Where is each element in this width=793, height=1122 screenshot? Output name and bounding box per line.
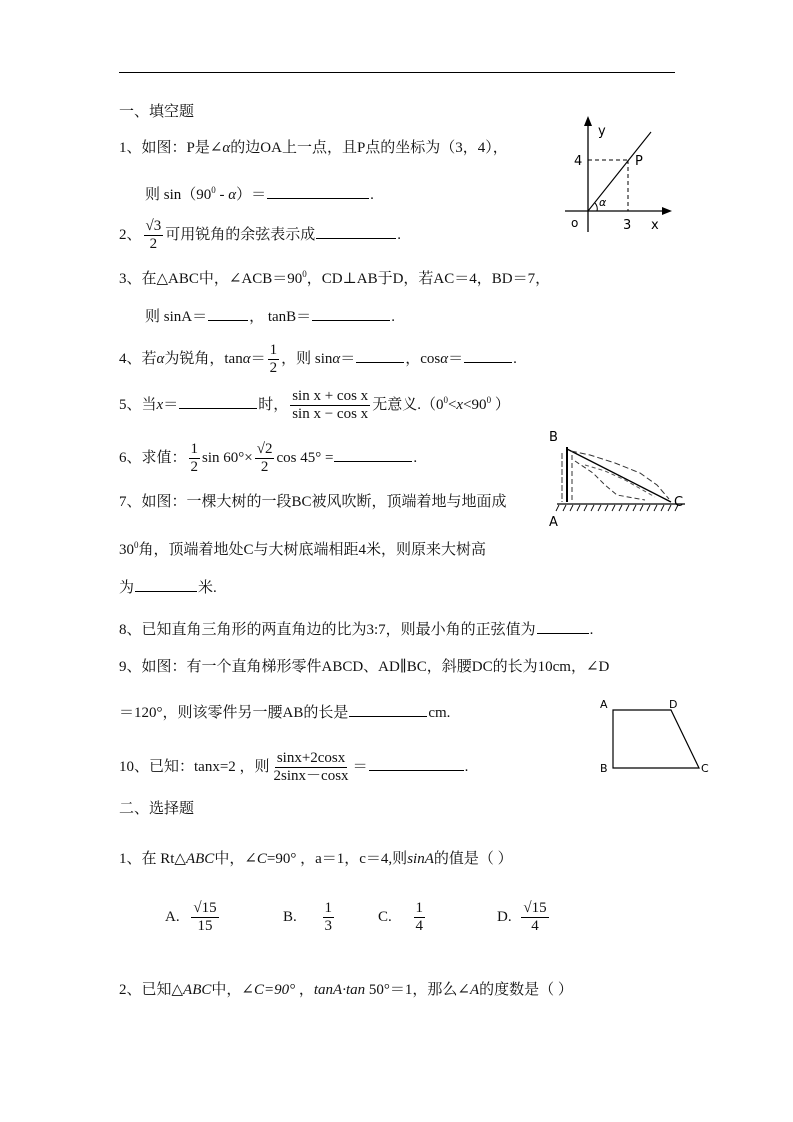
branch-outline [575,461,645,500]
c-label: C [701,762,709,775]
x-label: x [651,218,659,233]
choice-b[interactable]: B. $\frac{1}{3}$ [283,900,333,934]
answer-blank-1[interactable] [267,183,369,199]
mc-question-1: 1、在 Rt△ABC中，∠C=90° ，a＝1，c＝4,则sinA的值是（ ） [119,851,513,867]
ray-oa [588,132,651,211]
section1-title: 一、填空题 [119,104,195,120]
question-6: 6、求值： $\frac{1}{2}$ sin 60°× $\frac{√2}{2}$ cos 45° = . [119,441,418,475]
p-label: P [635,154,643,169]
fraction: $\frac{1}{4}$ [415,900,424,934]
question-2: 2、 $\frac{√3}{2}$ 可用锐角的余弦表示成 . [119,218,402,252]
answer-blank-9[interactable] [349,701,427,717]
y-label: y [598,124,606,139]
d-label: D [669,698,678,711]
fraction: $\frac{√15}{4}$ [523,900,547,934]
question-7-line1: 7、如图：一棵大树的一段BC被风吹断，顶端着地与地面成 [119,494,507,510]
question-10: 10、已知：tanx=2 ，则 $\frac{\sin x+2\cos x}{2\sin x-\cos x}$ ＝ . [119,750,469,784]
coordinate-figure [555,112,680,237]
y-axis-arrow [584,116,592,126]
fraction: $\frac{√3}{2}$ [145,218,162,252]
branch-outline [585,465,655,497]
answer-blank-7[interactable] [135,576,197,592]
c-label: C [674,495,684,510]
origin-label: o [571,216,579,230]
a-label: A [600,698,608,711]
four-label: 4 [574,154,583,169]
answer-blank-8[interactable] [537,618,589,634]
question-9-line1: 9、如图：有一个直角梯形零件ABCD、AD∥BC，斜腰DC的长为10cm，∠D [119,659,610,675]
answer-blank-2[interactable] [316,223,396,239]
choice-d[interactable]: D. $\frac{√15}{4}$ [497,900,547,934]
three-label: 3 [623,218,632,233]
header-rule [119,72,675,73]
x-axis-arrow [662,207,672,215]
fraction: $\frac{1}{3}$ [324,900,333,934]
question-4: 4、若α为锐角，tanα＝ $\frac{1}{2}$ ，则 sinα＝ ，cosα＝ . [119,342,517,376]
fraction: $\frac{1}{2}$ [269,342,278,376]
question-8: 8、已知直角三角形的两直角边的比为3:7，则最小角的正弦值为 . [119,618,593,640]
fraction: $\frac{\sin x+2\cos x}{2\sin x-\cos x}$ [273,750,349,784]
question-5: 5、当x＝ 时， $\frac{\text{sin x + cos x}}{\text{sin x − cos x}}$ 无意义$.(0^0<x<90^0$ ） [119,388,510,422]
fraction: $\frac{\text{sin x + cos x}}{\text{sin x − cos x}}$ [292,388,369,422]
answer-blank-4a[interactable] [356,347,404,363]
section2-title: 二、选择题 [119,801,195,817]
question-7-line2: $30^0$角，顶端着地处C与大树底端相距4米，则原来大树高 [119,540,487,558]
a-label: A [549,515,558,530]
question-9-line2: ＝120°，则该零件另一腰AB的长是 cm. [119,701,450,723]
fraction: $\frac{√15}{15}$ [193,900,217,934]
answer-blank-10[interactable] [369,755,464,771]
broken-segment-bc [567,449,671,502]
alpha-label: α [599,196,607,209]
choice-c[interactable]: C. $\frac{1}{4}$ [378,900,424,934]
mc-question-2: 2、已知△ABC中，∠C=90° ，tanA·tan 50°＝1，那么∠A的度数是（ ） [119,982,573,998]
question-7-line3: 为 米. [119,576,217,598]
answer-blank-3a[interactable] [208,305,248,321]
fraction: $\frac{1}{2}$ [190,441,199,475]
question-1-line2: 则 $\sin(90^0 - \alpha)=$ . [145,185,374,203]
trapezoid-figure [595,693,715,778]
trapezoid-abcd [613,710,699,768]
b-label: B [549,430,558,445]
fraction: $\frac{√2}{2}$ [256,441,273,475]
tree-figure [545,425,690,530]
ground-hatching [556,505,678,511]
answer-blank-4b[interactable] [464,347,512,363]
choice-a[interactable]: A. $\frac{√15}{15}$ [165,900,217,934]
b-label: B [600,762,608,775]
angle-arc [595,203,597,211]
answer-blank-5[interactable] [179,393,257,409]
question-3-line2: 则 sinA＝ ， tanB＝ . [145,305,395,327]
answer-blank-3b[interactable] [312,305,390,321]
question-3-line1: 3、在△ABC中，$\angle ACB=90^0$，CD⊥AB于D，若AC＝4，BD＝7， [119,269,551,287]
question-1-line1: 1、如图：P是∠α的边OA上一点，且P点的坐标为（3，4）， [119,140,508,156]
answer-blank-6[interactable] [334,446,412,462]
